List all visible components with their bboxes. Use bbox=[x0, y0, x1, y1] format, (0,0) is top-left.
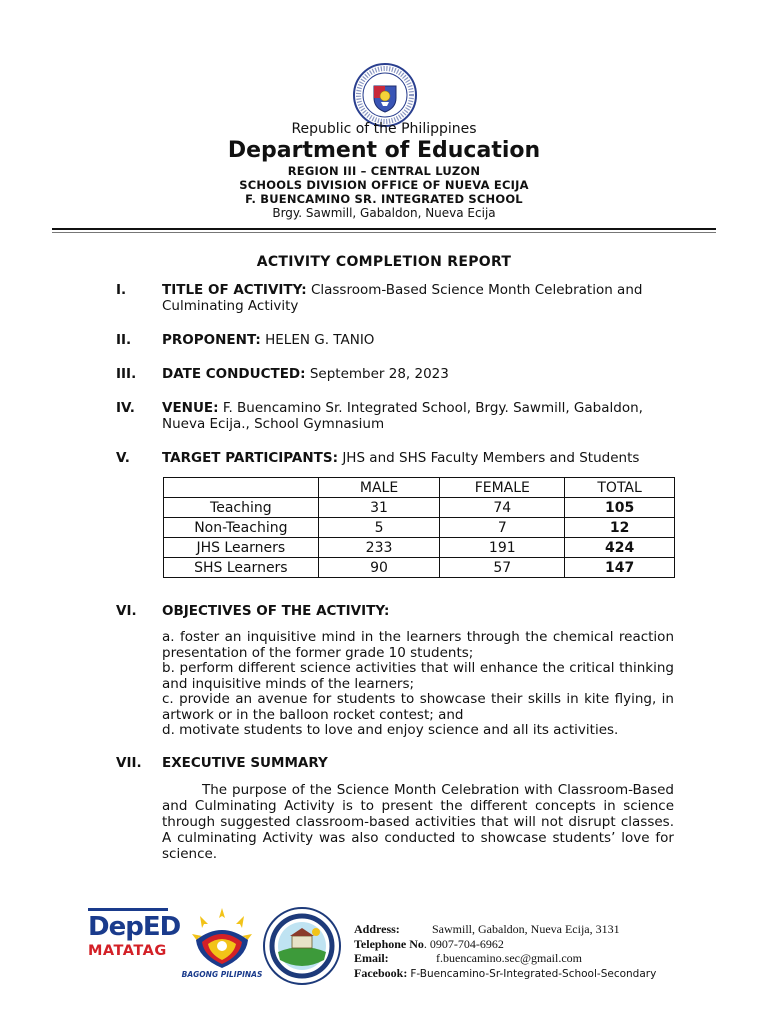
table-cell: JHS Learners bbox=[164, 538, 319, 558]
section-label: PROPONENT: bbox=[162, 332, 261, 348]
section-number: V. bbox=[116, 450, 130, 466]
list-item: d. motivate students to love and enjoy science and all its activities. bbox=[162, 722, 619, 738]
section-objectives bbox=[116, 603, 676, 619]
school-seal-logo bbox=[262, 906, 342, 986]
table-cell: 191 bbox=[440, 538, 565, 558]
table-cell-total: 12 bbox=[565, 518, 675, 538]
section-target-participants bbox=[116, 450, 676, 466]
table-header-cell: TOTAL bbox=[565, 478, 675, 498]
section-proponent bbox=[116, 332, 676, 348]
section-number: IV. bbox=[116, 400, 135, 416]
table-cell: 233 bbox=[318, 538, 440, 558]
table-cell-total: 105 bbox=[565, 498, 675, 518]
deped-seal-logo bbox=[352, 62, 418, 128]
contact-address bbox=[354, 922, 656, 937]
contact-phone bbox=[354, 937, 656, 952]
objectives-list bbox=[162, 630, 674, 739]
bagong-pilipinas-text: BAGONG PILIPINAS bbox=[181, 970, 263, 979]
date-value: September 28, 2023 bbox=[309, 366, 449, 382]
address-label: Address: bbox=[354, 922, 400, 936]
table-cell: 74 bbox=[440, 498, 565, 518]
executive-summary-text: The purpose of the Science Month Celebration with Classroom-Based and Culminating Activity is to present the different concepts in science through suggested classroom-based activities that will not disrupt classes. A culminating Activity was also conducted to showcase students’ love for science. bbox=[162, 782, 674, 862]
phone-label: Telephone No bbox=[354, 936, 424, 951]
region-line: REGION III – CENTRAL LUZON bbox=[287, 164, 481, 178]
section-date-conducted bbox=[116, 366, 676, 382]
participants-table bbox=[163, 477, 675, 578]
table-cell: Non-Teaching bbox=[164, 518, 319, 538]
table-cell: 31 bbox=[318, 498, 440, 518]
section-label: DATE CONDUCTED: bbox=[162, 366, 306, 382]
table-cell: Teaching bbox=[164, 498, 319, 518]
facebook-value: F-Buencamino-Sr-Integrated-School-Secondary bbox=[410, 967, 657, 980]
header-divider bbox=[52, 228, 716, 230]
section-number: VII. bbox=[116, 755, 142, 771]
email-label: Email: bbox=[354, 951, 389, 965]
section-label: TARGET PARTICIPANTS: bbox=[162, 450, 339, 466]
table-cell: 90 bbox=[318, 558, 440, 578]
section-number: I. bbox=[116, 282, 127, 298]
list-item: c. provide an avenue for students to showcase their skills in kite flying, in artwork or in the balloon rocket contest; and bbox=[162, 691, 674, 723]
table-row bbox=[164, 558, 675, 578]
republic-line: Republic of the Philippines bbox=[291, 121, 477, 137]
table-cell: 7 bbox=[440, 518, 565, 538]
section-label: OBJECTIVES OF THE ACTIVITY: bbox=[162, 603, 390, 619]
matatag-wordmark: MATATAG bbox=[88, 943, 167, 959]
address-value: Sawmill, Gabaldon, Nueva Ecija, 3131 bbox=[432, 922, 620, 936]
bagong-pilipinas-logo bbox=[186, 906, 258, 970]
table-header-cell bbox=[164, 478, 319, 498]
section-number: VI. bbox=[116, 603, 137, 619]
section-label: TITLE OF ACTIVITY: bbox=[162, 282, 307, 298]
section-venue bbox=[116, 400, 676, 432]
contact-email bbox=[354, 951, 656, 966]
list-item: a. foster an inquisitive mind in the learners through the chemical reaction presentation of the former grade 10 students; bbox=[162, 629, 674, 661]
header-divider-thin bbox=[52, 232, 716, 233]
email-value: f.buencamino.sec@gmail.com bbox=[436, 951, 583, 965]
deped-matatag-logo bbox=[88, 912, 181, 960]
participants-value: JHS and SHS Faculty Members and Students bbox=[342, 450, 640, 466]
section-executive-summary bbox=[116, 755, 676, 771]
table-cell: 5 bbox=[318, 518, 440, 538]
table-cell-total: 424 bbox=[565, 538, 675, 558]
section-number: III. bbox=[116, 366, 137, 382]
table-row bbox=[164, 498, 675, 518]
table-row bbox=[164, 538, 675, 558]
table-header-row bbox=[164, 478, 675, 498]
table-header-cell: MALE bbox=[318, 478, 440, 498]
list-item: b. perform different science activities that will enhance the critical thinking and inquisitive minds of the learners; bbox=[162, 660, 674, 692]
proponent-name: HELEN G. TANIO bbox=[265, 332, 375, 348]
table-cell: 57 bbox=[440, 558, 565, 578]
phone-value: . 0907-704-6962 bbox=[423, 936, 504, 951]
section-label: EXECUTIVE SUMMARY bbox=[162, 755, 328, 771]
table-cell-total: 147 bbox=[565, 558, 675, 578]
venue-value: F. Buencamino Sr. Integrated School, Brgy. Sawmill, Gabaldon, Nueva Ecija., School Gymnasium bbox=[162, 400, 643, 432]
table-header-cell: FEMALE bbox=[440, 478, 565, 498]
report-title: ACTIVITY COMPLETION REPORT bbox=[256, 254, 512, 270]
department-name: Department of Education bbox=[227, 138, 541, 163]
section-number: II. bbox=[116, 332, 132, 348]
activity-title: Classroom-Based Science Month Celebration and Culminating Activity bbox=[162, 282, 643, 314]
table-cell: SHS Learners bbox=[164, 558, 319, 578]
contact-facebook bbox=[354, 966, 656, 981]
division-line: SCHOOLS DIVISION OFFICE OF NUEVA ECIJA bbox=[239, 178, 529, 192]
deped-wordmark: DepED bbox=[88, 912, 181, 942]
table-row bbox=[164, 518, 675, 538]
school-address: Brgy. Sawmill, Gabaldon, Nueva Ecija bbox=[272, 206, 496, 220]
section-title-of-activity bbox=[116, 282, 676, 314]
school-name: F. BUENCAMINO SR. INTEGRATED SCHOOL bbox=[245, 192, 523, 206]
facebook-label: Facebook: bbox=[354, 965, 408, 980]
contact-block bbox=[354, 922, 656, 980]
section-label: VENUE: bbox=[162, 400, 219, 416]
logo-bar bbox=[88, 908, 168, 911]
